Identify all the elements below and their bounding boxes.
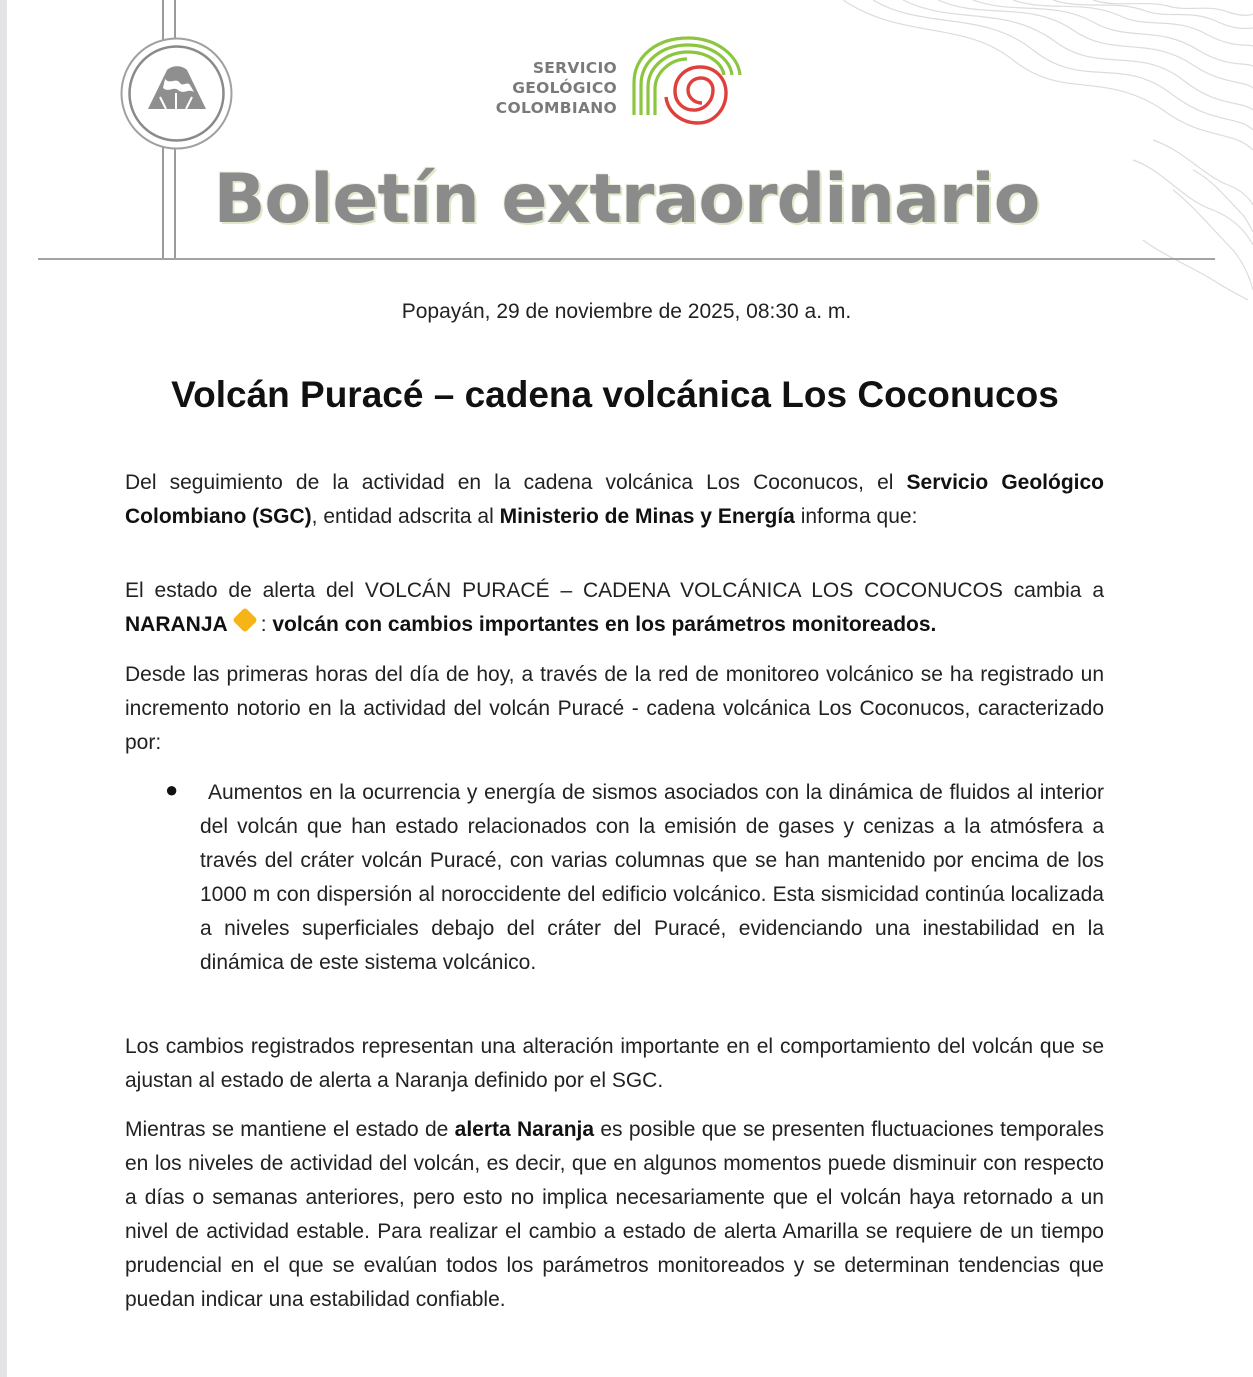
bulletin-title: Boletín extraordinario xyxy=(213,160,1040,239)
org-name-line2: GEOLÓGICO xyxy=(512,79,617,97)
bullet-item: Aumentos en la ocurrencia y energía de sismos asociados con la dinámica de fluidos al interior del volcán que han estado relacionados con la emisión de gases y cenizas a la atmósfera a través del cráter volcán Puracé, con varias columnas que se han mantenido por encima de los 1000 m con dispersión al noroccidente del edificio volcánico. Esta sismicidad continúa localizada a niveles superficiales debajo del cráter del Puracé, evidenciando una inestabilidad en la dinámica de este sistema volcánico. xyxy=(200,781,1104,974)
orange-alert-text-1: Mientras se mantiene el estado de xyxy=(125,1118,455,1141)
intro-text-2: , entidad adscrita al xyxy=(311,505,500,528)
orange-alert-paragraph xyxy=(125,1113,1104,1317)
dateline: Popayán, 29 de noviembre de 2025, 08:30 a. m. xyxy=(401,300,852,323)
alert-description: volcán con cambios importantes en los parámetros monitoreados. xyxy=(272,613,937,636)
intro-bold-sgc: Servicio Geológico Colombiano (SGC) xyxy=(125,471,1104,528)
orange-alert-text-2: es posible que se presenten fluctuaciones temporales en los niveles de actividad del volcán, es decir, que en algunos momentos puede disminuir con respecto a días o semanas anteriores, pero esto no implica necesariamente que el volcán haya retornado a un nivel de actividad estable. Para realizar el cambio a estado de alerta Amarilla se requiere de un tiempo prudencial en el que se evalúan todos los parámetros monitoreados y se determinan tendencias que puedan indicar una estabilidad confiable. xyxy=(125,1118,1104,1311)
orange-alert-bold: alerta Naranja xyxy=(454,1118,595,1141)
activity-paragraph: Desde las primeras horas del día de hoy, a través de la red de monitoreo volcánico se ha registrado un incremento notorio en la actividad del volcán Puracé - cadena volcánica Los Coconucos, caracterizado por: xyxy=(125,663,1104,754)
alert-text-1: El estado de alerta del VOLCÁN PURACÉ – CADENA VOLCÁNICA LOS COCONUCOS cambia a xyxy=(125,579,1104,602)
topographic-lines-decoration xyxy=(843,0,1253,300)
intro-text-1: Del seguimiento de la actividad en la cadena volcánica Los Coconucos, el xyxy=(125,471,907,494)
intro-text-3: informa que: xyxy=(794,505,918,528)
sgc-logo-text xyxy=(496,58,617,118)
bullet-marker: ● xyxy=(165,777,179,802)
alert-paragraph xyxy=(125,574,1104,642)
intro-bold-ministry: Ministerio de Minas y Energía xyxy=(499,505,795,528)
sgc-logo xyxy=(495,35,745,130)
volcano-emblem-icon xyxy=(120,37,233,150)
org-name-line1: SERVICIO xyxy=(532,59,617,77)
sgc-spiral-logo-icon xyxy=(630,35,745,130)
intro-paragraph xyxy=(125,466,1104,534)
header-divider xyxy=(38,258,1215,260)
alert-text-2: : xyxy=(260,613,273,636)
bulletin-heading: Volcán Puracé – cadena volcánica Los Coconucos xyxy=(171,374,1059,415)
org-name-line3: COLOMBIANO xyxy=(495,99,617,117)
alert-level: NARANJA xyxy=(125,613,228,636)
changes-paragraph: Los cambios registrados representan una alteración importante en el comportamiento del volcán que se ajustan al estado de alerta a Naranja definido por el SGC. xyxy=(125,1035,1104,1092)
orange-diamond-icon xyxy=(232,607,257,632)
